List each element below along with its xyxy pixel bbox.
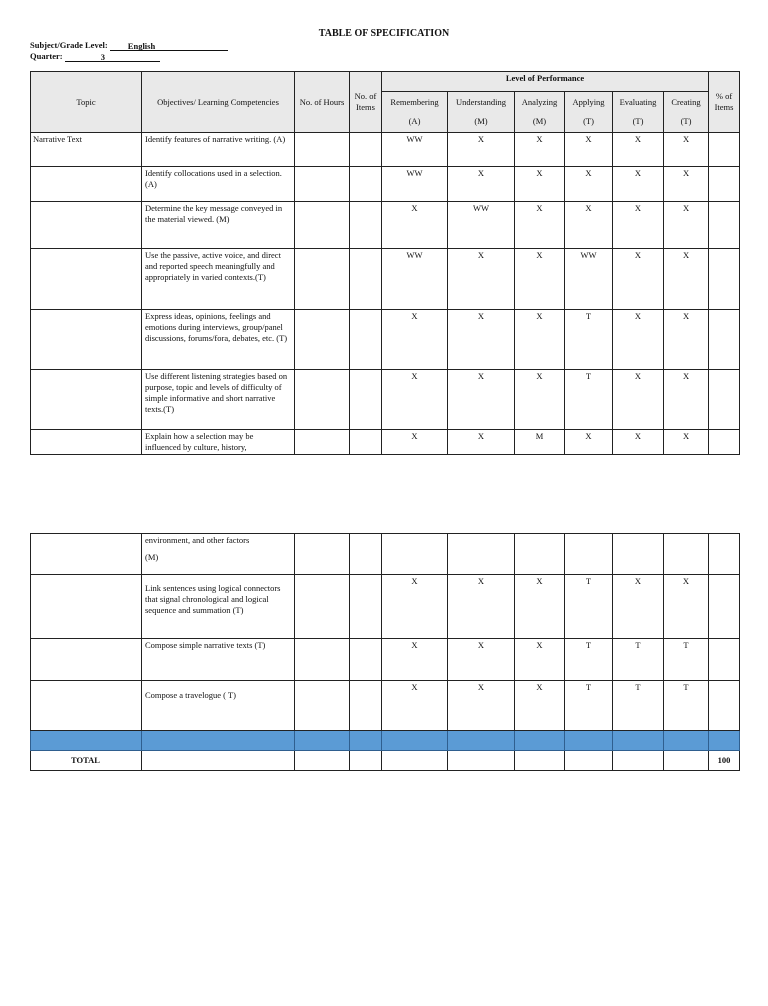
topic-cell: [31, 430, 142, 455]
percent-cell[interactable]: [709, 430, 740, 455]
mark-cell: [565, 681, 613, 731]
objective-cell: Explain how a selection may be influenced by culture, history,: [142, 430, 295, 455]
mark-value: X: [634, 311, 642, 321]
mark-value: X: [682, 203, 690, 213]
mark-cell: [565, 310, 613, 370]
mark-value: X: [634, 371, 642, 381]
mark-value: X: [411, 371, 418, 381]
items-cell[interactable]: [350, 167, 382, 202]
items-cell[interactable]: [350, 370, 382, 430]
table-row: [31, 167, 740, 202]
hours-cell[interactable]: [295, 202, 350, 249]
topic-cell: [31, 639, 142, 681]
mark-value: X: [682, 431, 690, 441]
mark-cell: [515, 370, 565, 430]
mark-value: X: [682, 371, 690, 381]
topic-cell: [31, 167, 142, 202]
mark-value: T: [585, 311, 592, 321]
hours-cell[interactable]: [295, 133, 350, 167]
mark-value: X: [536, 134, 543, 144]
mark-value: WW: [406, 168, 423, 178]
mark-cell: [613, 370, 664, 430]
topic-cell: [31, 310, 142, 370]
mark-cell: [382, 681, 448, 731]
mark-cell: [515, 534, 565, 575]
mark-value: X: [585, 134, 592, 144]
total-items-cell[interactable]: [350, 751, 382, 771]
mark-value: X: [682, 250, 690, 260]
mark-value: X: [536, 576, 543, 586]
mark-value: T: [635, 682, 641, 692]
level-remembering-header: Remembering (A): [382, 92, 448, 133]
specification-table-page-1: [30, 71, 740, 455]
mark-cell: [382, 167, 448, 202]
items-cell[interactable]: [350, 534, 382, 575]
mark-cell: [664, 681, 709, 731]
mark-value: X: [585, 168, 592, 178]
mark-cell: [382, 534, 448, 575]
mark-cell: [515, 133, 565, 167]
items-cell[interactable]: [350, 249, 382, 310]
mark-value: X: [477, 371, 485, 381]
mark-value: X: [477, 134, 485, 144]
mark-cell: [515, 430, 565, 455]
topic-cell: [31, 681, 142, 731]
mark-cell: [382, 370, 448, 430]
objective-cell: environment, and other factors (M): [142, 534, 295, 575]
mark-cell: [664, 133, 709, 167]
subject-label: Subject/Grade Level:: [30, 40, 108, 50]
mark-cell: [664, 167, 709, 202]
mark-cell: [382, 133, 448, 167]
mark-cell: [565, 133, 613, 167]
mark-cell: [565, 249, 613, 310]
topic-cell: [31, 202, 142, 249]
mark-value: X: [536, 250, 543, 260]
mark-value: T: [585, 371, 592, 381]
mark-value: T: [585, 576, 592, 586]
objective-cell: Link sentences using logical connectors that signal chronological and logical sequence and summation (T): [142, 575, 295, 639]
items-cell[interactable]: [350, 575, 382, 639]
percent-cell[interactable]: [709, 167, 740, 202]
mark-value: X: [411, 682, 418, 692]
mark-value: X: [536, 682, 543, 692]
mark-cell: [515, 167, 565, 202]
mark-cell: [664, 310, 709, 370]
mark-value: T: [585, 682, 592, 692]
items-cell[interactable]: [350, 681, 382, 731]
level-of-performance-header: Level of Performance: [382, 72, 709, 92]
mark-cell: [515, 202, 565, 249]
mark-cell: [565, 639, 613, 681]
table-row: [31, 534, 740, 575]
subject-field[interactable]: [110, 41, 228, 51]
table-row: [31, 430, 740, 455]
mark-value: X: [411, 203, 418, 213]
objective-cell: Determine the key message conveyed in the material viewed. (M): [142, 202, 295, 249]
percent-cell[interactable]: [709, 133, 740, 167]
mark-cell: [448, 202, 515, 249]
mark-value: X: [634, 576, 642, 586]
mark-value: X: [477, 168, 485, 178]
items-cell[interactable]: [350, 133, 382, 167]
items-cell[interactable]: [350, 430, 382, 455]
mark-cell: [448, 370, 515, 430]
mark-value: X: [682, 311, 690, 321]
table-row: [31, 370, 740, 430]
hours-cell[interactable]: [295, 575, 350, 639]
topic-cell: Narrative Text: [31, 133, 142, 167]
mark-value: X: [477, 250, 485, 260]
items-cell[interactable]: [350, 310, 382, 370]
topic-cell: [31, 370, 142, 430]
mark-cell: [613, 430, 664, 455]
table-row: [31, 202, 740, 249]
mark-cell: [664, 249, 709, 310]
level-analyzing-header: Analyzing (M): [515, 92, 565, 133]
mark-value: X: [411, 640, 418, 650]
table-row: [31, 133, 740, 167]
quarter-field[interactable]: [65, 52, 160, 62]
objective-cell: Identify features of narrative writing. (A): [142, 133, 295, 167]
mark-cell: [565, 202, 613, 249]
mark-value: T: [683, 682, 689, 692]
percent-items-header: % of Items: [709, 72, 740, 133]
total-row: [31, 751, 740, 771]
mark-cell: [515, 639, 565, 681]
mark-cell: [565, 370, 613, 430]
mark-cell: [565, 167, 613, 202]
hours-cell[interactable]: [295, 430, 350, 455]
hours-cell[interactable]: [295, 370, 350, 430]
hours-cell[interactable]: [295, 681, 350, 731]
mark-cell: [613, 310, 664, 370]
mark-value: WW: [406, 134, 423, 144]
mark-value: X: [634, 431, 642, 441]
total-percent: 100: [709, 751, 740, 771]
total-label: TOTAL: [31, 751, 142, 771]
table-row: [31, 310, 740, 370]
mark-value: X: [411, 576, 418, 586]
percent-cell[interactable]: [709, 370, 740, 430]
mark-cell: [664, 639, 709, 681]
mark-cell: [664, 575, 709, 639]
items-cell[interactable]: [350, 202, 382, 249]
objective-cell: Identify collocations used in a selection.(A): [142, 167, 295, 202]
mark-cell: [613, 534, 664, 575]
quarter-value: 3: [100, 52, 105, 62]
mark-cell: [565, 430, 613, 455]
items-header: No. of Items: [350, 72, 382, 133]
mark-cell: [613, 167, 664, 202]
mark-value: X: [477, 640, 485, 650]
mark-value: WW: [580, 250, 597, 260]
mark-cell: [448, 310, 515, 370]
subject-value: English: [127, 41, 156, 51]
percent-cell[interactable]: [709, 681, 740, 731]
mark-cell: [448, 639, 515, 681]
mark-cell: [565, 534, 613, 575]
items-cell[interactable]: [350, 639, 382, 681]
document-title: TABLE OF SPECIFICATION: [318, 28, 450, 39]
table-row: [31, 575, 740, 639]
mark-value: M: [535, 431, 544, 441]
mark-cell: [664, 370, 709, 430]
objective-cell: Compose a travelogue ( T): [142, 681, 295, 731]
mark-value: X: [536, 311, 543, 321]
mark-value: X: [477, 576, 485, 586]
hours-header: No. of Hours: [295, 72, 350, 133]
mark-cell: [613, 202, 664, 249]
mark-cell: [448, 575, 515, 639]
percent-cell[interactable]: [709, 639, 740, 681]
mark-cell: [448, 133, 515, 167]
mark-cell: [613, 575, 664, 639]
mark-cell: [448, 534, 515, 575]
mark-cell: [613, 681, 664, 731]
percent-cell[interactable]: [709, 534, 740, 575]
objective-cell: Express ideas, opinions, feelings and emotions during interviews, group/panel discussions, forums/fora, debates, etc. (T): [142, 310, 295, 370]
level-creating-header: Creating (T): [664, 92, 709, 133]
mark-cell: [664, 430, 709, 455]
mark-value: X: [411, 431, 418, 441]
mark-cell: [613, 249, 664, 310]
mark-value: X: [585, 203, 592, 213]
mark-value: WW: [472, 203, 490, 213]
topic-cell: [31, 575, 142, 639]
highlight-row: [31, 731, 740, 751]
mark-value: X: [477, 431, 485, 441]
mark-cell: [382, 202, 448, 249]
mark-value: X: [536, 640, 543, 650]
mark-cell: [448, 430, 515, 455]
table-row: [31, 681, 740, 731]
total-hours-cell[interactable]: [295, 751, 350, 771]
percent-cell[interactable]: [709, 202, 740, 249]
hours-cell[interactable]: [295, 310, 350, 370]
mark-value: X: [682, 168, 690, 178]
mark-cell: [382, 575, 448, 639]
mark-cell: [565, 575, 613, 639]
mark-cell: [613, 639, 664, 681]
topic-cell: [31, 534, 142, 575]
percent-cell[interactable]: [709, 575, 740, 639]
mark-cell: [515, 681, 565, 731]
mark-cell: [515, 310, 565, 370]
mark-value: X: [477, 682, 485, 692]
mark-value: X: [634, 250, 642, 260]
hours-cell[interactable]: [295, 249, 350, 310]
table-row: [31, 249, 740, 310]
mark-value: X: [634, 134, 642, 144]
mark-value: X: [536, 203, 543, 213]
mark-cell: [515, 249, 565, 310]
objective-cell: Compose simple narrative texts (T): [142, 639, 295, 681]
mark-value: X: [585, 431, 592, 441]
mark-value: X: [536, 168, 543, 178]
mark-value: T: [635, 640, 641, 650]
table-row: [31, 639, 740, 681]
percent-cell[interactable]: [709, 310, 740, 370]
hours-cell[interactable]: [295, 534, 350, 575]
mark-cell: [664, 534, 709, 575]
mark-value: X: [634, 168, 642, 178]
mark-value: X: [477, 311, 485, 321]
mark-value: X: [634, 203, 642, 213]
mark-value: X: [411, 311, 418, 321]
mark-cell: [382, 639, 448, 681]
quarter-label: Quarter:: [30, 51, 63, 61]
percent-cell[interactable]: [709, 249, 740, 310]
subject-grade-line: [30, 40, 228, 51]
mark-cell: [448, 249, 515, 310]
level-applying-header: Applying (T): [565, 92, 613, 133]
mark-value: WW: [406, 250, 423, 260]
mark-value: X: [536, 371, 543, 381]
objectives-header: Objectives/ Learning Competencies: [142, 72, 295, 133]
mark-cell: [664, 202, 709, 249]
mark-value: T: [683, 640, 689, 650]
mark-cell: [382, 310, 448, 370]
mark-value: X: [682, 134, 690, 144]
topic-header: Topic: [31, 72, 142, 133]
mark-cell: [448, 167, 515, 202]
specification-table-page-2: [30, 533, 740, 771]
topic-cell: [31, 249, 142, 310]
quarter-line: [30, 51, 160, 62]
hours-cell[interactable]: [295, 167, 350, 202]
mark-cell: [382, 249, 448, 310]
mark-cell: [448, 681, 515, 731]
mark-value: X: [682, 576, 690, 586]
level-understanding-header: Understanding (M): [448, 92, 515, 133]
objective-cell: Use different listening strategies based on purpose, topic and levels of difficulty of simple informative and short narrative texts.(T): [142, 370, 295, 430]
mark-value: T: [585, 640, 592, 650]
hours-cell[interactable]: [295, 639, 350, 681]
mark-cell: [515, 575, 565, 639]
mark-cell: [613, 133, 664, 167]
mark-cell: [382, 430, 448, 455]
level-evaluating-header: Evaluating (T): [613, 92, 664, 133]
objective-cell: Use the passive, active voice, and direct and reported speech meaningfully and appropriately in varied contexts.(T): [142, 249, 295, 310]
